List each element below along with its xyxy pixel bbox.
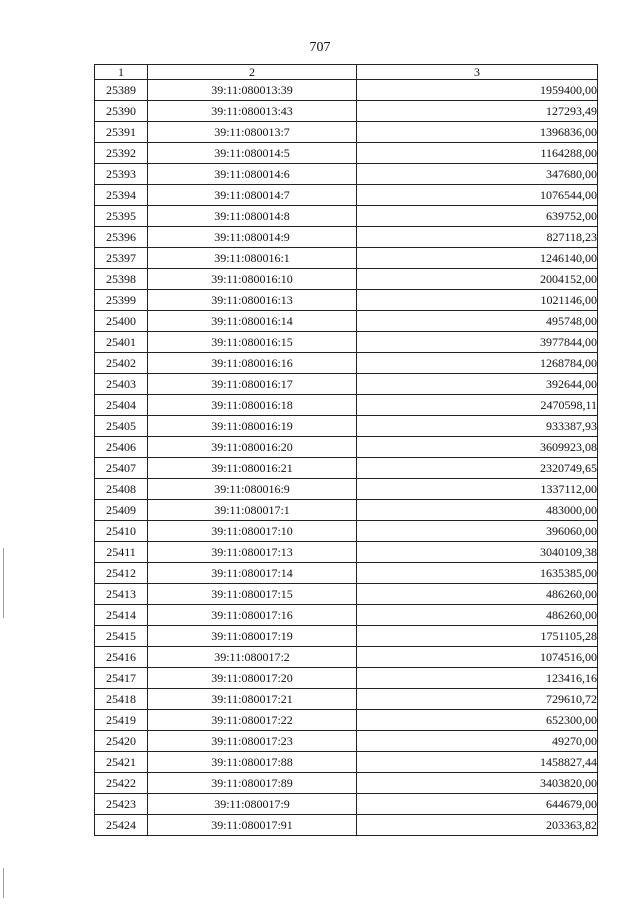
value-cell: 1337112,00 <box>357 479 598 500</box>
row-number-cell: 25411 <box>95 542 148 563</box>
cadastral-number-cell: 39:11:080017:14 <box>148 563 357 584</box>
value-cell: 1635385,00 <box>357 563 598 584</box>
table-row <box>95 416 598 437</box>
scan-margin-mark <box>3 548 4 618</box>
page-number: 707 <box>309 40 331 55</box>
cadastral-number-cell: 39:11:080014:7 <box>148 185 357 206</box>
row-number-cell: 25418 <box>95 689 148 710</box>
table-row <box>95 374 598 395</box>
row-number-cell: 25412 <box>95 563 148 584</box>
value-cell: 3977844,00 <box>357 332 598 353</box>
cadastral-number-cell: 39:11:080013:39 <box>148 80 357 101</box>
cadastral-number-cell: 39:11:080017:2 <box>148 647 357 668</box>
value-cell: 347680,00 <box>357 164 598 185</box>
row-number-cell: 25413 <box>95 584 148 605</box>
row-number-cell: 25391 <box>95 122 148 143</box>
cadastral-number-cell: 39:11:080017:16 <box>148 605 357 626</box>
cadastral-number-cell: 39:11:080016:20 <box>148 437 357 458</box>
value-cell: 3609923,08 <box>357 437 598 458</box>
cadastral-number-cell: 39:11:080016:17 <box>148 374 357 395</box>
cadastral-number-cell: 39:11:080016:14 <box>148 311 357 332</box>
table-row <box>95 290 598 311</box>
table-row <box>95 353 598 374</box>
cadastral-number-cell: 39:11:080017:10 <box>148 521 357 542</box>
row-number-cell: 25415 <box>95 626 148 647</box>
table-row <box>95 521 598 542</box>
row-number-cell: 25403 <box>95 374 148 395</box>
cadastral-number-cell: 39:11:080017:21 <box>148 689 357 710</box>
table-row <box>95 773 598 794</box>
value-cell: 1021146,00 <box>357 290 598 311</box>
table-row <box>95 437 598 458</box>
row-number-cell: 25392 <box>95 143 148 164</box>
header-row <box>95 65 598 80</box>
value-cell: 1246140,00 <box>357 248 598 269</box>
value-cell: 123416,16 <box>357 668 598 689</box>
scan-margin-mark <box>3 868 4 898</box>
row-number-cell: 25416 <box>95 647 148 668</box>
cadastral-number-cell: 39:11:080017:15 <box>148 584 357 605</box>
value-cell: 2320749,65 <box>357 458 598 479</box>
cadastral-number-cell: 39:11:080017:19 <box>148 626 357 647</box>
row-number-cell: 25404 <box>95 395 148 416</box>
table-row <box>95 206 598 227</box>
table-row <box>95 395 598 416</box>
table-row <box>95 311 598 332</box>
row-number-cell: 25400 <box>95 311 148 332</box>
column-header-2: 2 <box>148 65 357 80</box>
table-row <box>95 542 598 563</box>
cadastral-number-cell: 39:11:080014:5 <box>148 143 357 164</box>
cadastral-number-cell: 39:11:080017:22 <box>148 710 357 731</box>
value-cell: 729610,72 <box>357 689 598 710</box>
value-cell: 1458827,44 <box>357 752 598 773</box>
table-row <box>95 689 598 710</box>
table-row <box>95 815 598 836</box>
value-cell: 486260,00 <box>357 605 598 626</box>
value-cell: 1751105,28 <box>357 626 598 647</box>
table-row <box>95 752 598 773</box>
row-number-cell: 25393 <box>95 164 148 185</box>
row-number-cell: 25409 <box>95 500 148 521</box>
value-cell: 933387,93 <box>357 416 598 437</box>
value-cell: 203363,82 <box>357 815 598 836</box>
table-row <box>95 710 598 731</box>
table-row <box>95 647 598 668</box>
row-number-cell: 25399 <box>95 290 148 311</box>
registry-table <box>94 64 598 836</box>
cadastral-number-cell: 39:11:080017:91 <box>148 815 357 836</box>
row-number-cell: 25398 <box>95 269 148 290</box>
row-number-cell: 25402 <box>95 353 148 374</box>
table-row <box>95 584 598 605</box>
row-number-cell: 25401 <box>95 332 148 353</box>
table-row <box>95 101 598 122</box>
row-number-cell: 25406 <box>95 437 148 458</box>
value-cell: 49270,00 <box>357 731 598 752</box>
value-cell: 483000,00 <box>357 500 598 521</box>
row-number-cell: 25397 <box>95 248 148 269</box>
value-cell: 2004152,00 <box>357 269 598 290</box>
value-cell: 392644,00 <box>357 374 598 395</box>
row-number-cell: 25396 <box>95 227 148 248</box>
value-cell: 486260,00 <box>357 584 598 605</box>
table-row <box>95 605 598 626</box>
table-row <box>95 479 598 500</box>
table-row <box>95 731 598 752</box>
value-cell: 127293,49 <box>357 101 598 122</box>
row-number-cell: 25422 <box>95 773 148 794</box>
cadastral-number-cell: 39:11:080014:9 <box>148 227 357 248</box>
value-cell: 3040109,38 <box>357 542 598 563</box>
value-cell: 827118,23 <box>357 227 598 248</box>
value-cell: 1396836,00 <box>357 122 598 143</box>
cadastral-number-cell: 39:11:080013:43 <box>148 101 357 122</box>
cadastral-number-cell: 39:11:080016:19 <box>148 416 357 437</box>
cadastral-number-cell: 39:11:080016:16 <box>148 353 357 374</box>
cadastral-number-cell: 39:11:080016:21 <box>148 458 357 479</box>
value-cell: 396060,00 <box>357 521 598 542</box>
column-header-3: 3 <box>357 65 598 80</box>
cadastral-number-cell: 39:11:080017:1 <box>148 500 357 521</box>
table-row <box>95 794 598 815</box>
cadastral-number-cell: 39:11:080017:9 <box>148 794 357 815</box>
value-cell: 1164288,00 <box>357 143 598 164</box>
cadastral-number-cell: 39:11:080016:15 <box>148 332 357 353</box>
table-row <box>95 563 598 584</box>
row-number-cell: 25424 <box>95 815 148 836</box>
row-number-cell: 25407 <box>95 458 148 479</box>
table-row <box>95 458 598 479</box>
value-cell: 652300,00 <box>357 710 598 731</box>
cadastral-number-cell: 39:11:080016:10 <box>148 269 357 290</box>
cadastral-number-cell: 39:11:080014:6 <box>148 164 357 185</box>
table-row <box>95 185 598 206</box>
cadastral-number-cell: 39:11:080017:13 <box>148 542 357 563</box>
cadastral-number-cell: 39:11:080016:13 <box>148 290 357 311</box>
table-row <box>95 164 598 185</box>
value-cell: 2470598,11 <box>357 395 598 416</box>
table-row <box>95 80 598 101</box>
value-cell: 1268784,00 <box>357 353 598 374</box>
cadastral-number-cell: 39:11:080016:18 <box>148 395 357 416</box>
row-number-cell: 25408 <box>95 479 148 500</box>
row-number-cell: 25390 <box>95 101 148 122</box>
value-cell: 644679,00 <box>357 794 598 815</box>
cadastral-number-cell: 39:11:080013:7 <box>148 122 357 143</box>
table-row <box>95 626 598 647</box>
table-row <box>95 122 598 143</box>
table-body <box>95 80 598 836</box>
cadastral-number-cell: 39:11:080014:8 <box>148 206 357 227</box>
value-cell: 1959400,00 <box>357 80 598 101</box>
table-row <box>95 269 598 290</box>
cadastral-number-cell: 39:11:080016:9 <box>148 479 357 500</box>
row-number-cell: 25389 <box>95 80 148 101</box>
row-number-cell: 25410 <box>95 521 148 542</box>
row-number-cell: 25394 <box>95 185 148 206</box>
cadastral-number-cell: 39:11:080017:89 <box>148 773 357 794</box>
table-row <box>95 143 598 164</box>
value-cell: 639752,00 <box>357 206 598 227</box>
row-number-cell: 25395 <box>95 206 148 227</box>
cadastral-number-cell: 39:11:080017:20 <box>148 668 357 689</box>
table-row <box>95 227 598 248</box>
row-number-cell: 25417 <box>95 668 148 689</box>
row-number-cell: 25414 <box>95 605 148 626</box>
value-cell: 3403820,00 <box>357 773 598 794</box>
row-number-cell: 25423 <box>95 794 148 815</box>
row-number-cell: 25420 <box>95 731 148 752</box>
value-cell: 495748,00 <box>357 311 598 332</box>
table-row <box>95 668 598 689</box>
value-cell: 1074516,00 <box>357 647 598 668</box>
row-number-cell: 25405 <box>95 416 148 437</box>
cadastral-number-cell: 39:11:080016:1 <box>148 248 357 269</box>
value-cell: 1076544,00 <box>357 185 598 206</box>
row-number-cell: 25421 <box>95 752 148 773</box>
cadastral-number-cell: 39:11:080017:23 <box>148 731 357 752</box>
column-header-1: 1 <box>95 65 148 80</box>
table-header <box>95 65 598 80</box>
cadastral-number-cell: 39:11:080017:88 <box>148 752 357 773</box>
table-row <box>95 332 598 353</box>
row-number-cell: 25419 <box>95 710 148 731</box>
table-row <box>95 500 598 521</box>
table-row <box>95 248 598 269</box>
